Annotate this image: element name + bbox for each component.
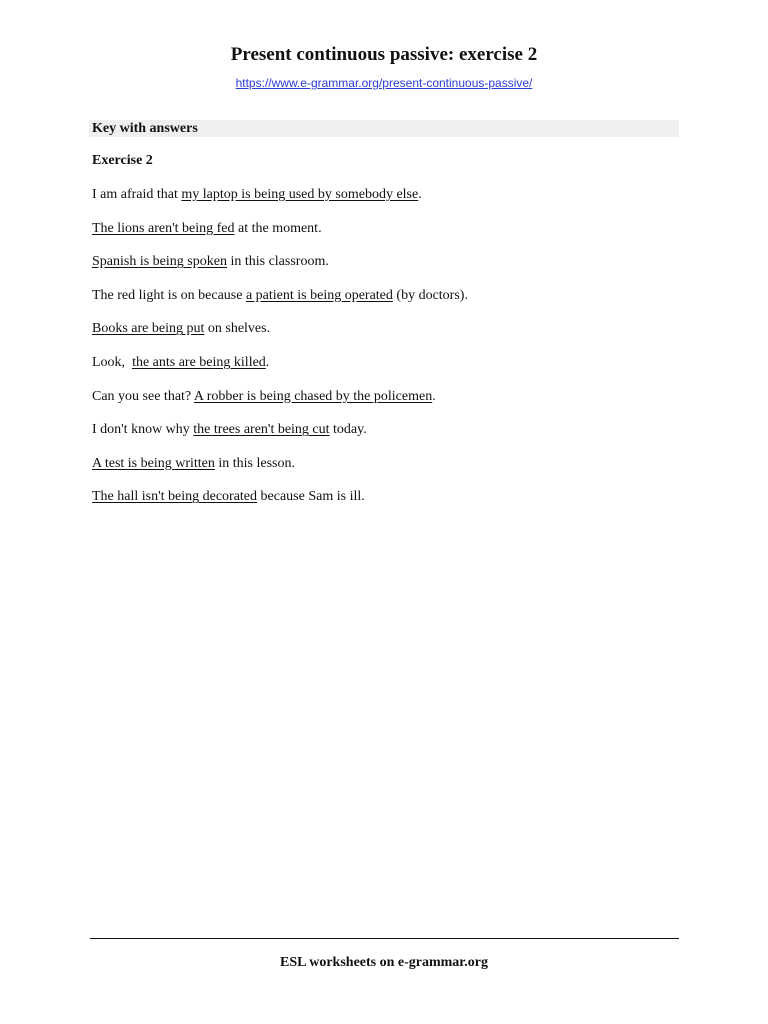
sentence-text-after: . xyxy=(265,354,270,370)
sentence-text-before: Can you see that? xyxy=(92,388,194,404)
answer-text: a patient is being operated xyxy=(245,287,393,303)
answer-text: The hall isn't being decorated xyxy=(92,489,258,505)
sentence-text-after: at the moment. xyxy=(234,220,322,236)
answer-text: A robber is being chased by the policemen xyxy=(193,388,433,404)
answer-text: Books are being put xyxy=(92,321,205,337)
sentence-text-before: I don't know why xyxy=(92,422,194,438)
answer-sentence xyxy=(92,287,678,305)
sentence-text-after: in this lesson. xyxy=(214,455,296,471)
footer-divider xyxy=(90,938,679,939)
answer-key-heading: Key with answers xyxy=(89,120,679,137)
answer-sentence xyxy=(92,421,678,439)
sentence-text-after: today. xyxy=(329,422,367,438)
sentence-text-after: on shelves. xyxy=(204,321,271,337)
answer-text: Spanish is being spoken xyxy=(92,254,227,270)
source-link[interactable]: https://www.e-grammar.org/present-continuous-passive/ xyxy=(235,76,533,90)
answer-sentence-list xyxy=(92,186,678,522)
sentence-text-after: because Sam is ill. xyxy=(257,489,365,505)
sentence-text-before: The red light is on because xyxy=(92,287,246,303)
answer-sentence xyxy=(92,455,678,473)
answer-sentence xyxy=(92,186,678,204)
sentence-text-before: Look, xyxy=(92,354,133,370)
answer-sentence xyxy=(92,320,678,338)
exercise-heading: Exercise 2 xyxy=(92,153,153,168)
sentence-text-after: . xyxy=(418,187,422,202)
answer-text: the ants are being killed xyxy=(132,354,266,370)
answer-sentence xyxy=(92,220,678,238)
answer-sentence xyxy=(92,253,678,271)
sentence-text-after: (by doctors). xyxy=(392,287,468,303)
answer-sentence xyxy=(92,354,678,372)
sentence-text-after: . xyxy=(432,388,436,404)
answer-text: A test is being written xyxy=(92,455,215,471)
sentence-text-after: in this classroom. xyxy=(226,254,329,270)
answer-text: The lions aren't being fed xyxy=(92,220,235,236)
answer-text: my laptop is being used by somebody else xyxy=(181,187,419,202)
sentence-text-before: I am afraid that xyxy=(92,187,182,202)
answer-sentence xyxy=(92,388,678,406)
answer-sentence xyxy=(92,488,678,506)
answer-text: the trees aren't being cut xyxy=(193,422,330,438)
footer-text: ESL worksheets on e-grammar.org xyxy=(280,955,488,970)
page-title: Present continuous passive: exercise 2 xyxy=(230,44,538,65)
